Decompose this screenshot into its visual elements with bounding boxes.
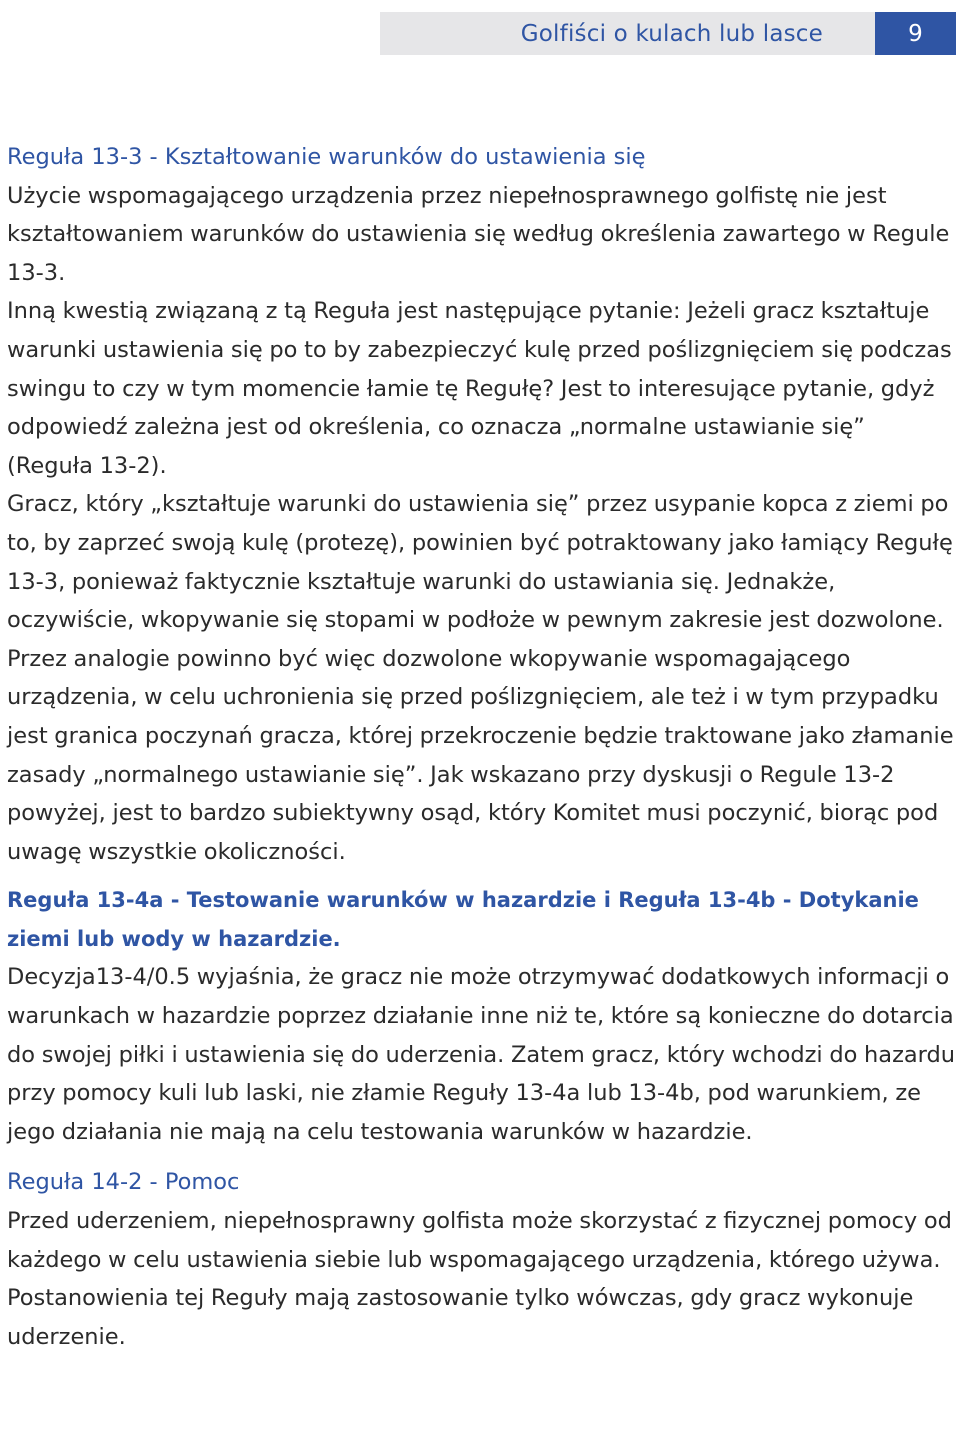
paragraph: Przed uderzeniem, niepełnosprawny golfista może skorzystać z fizycznej pomocy od każdego w celu ustawienia siebie lub wspomagającego urządzenia, którego używa. Postanowienia tej Reguły mają zastosowanie tylko wówczas, gdy gracz wykonuje uderzenie. <box>7 1208 952 1350</box>
page-number-box <box>875 12 956 55</box>
section-rule-13-3 <box>7 138 957 871</box>
paragraph: Gracz, który „kształtuje warunki do ustawienia się” przez usypanie kopca z ziemi po to, by zaprzeć swoją kulę (protezę), powinien być potraktowany jako łamiący Regułę 13-3, ponieważ faktycznie kształtuje warunki do ustawiania się. Jednakże, oczywiście, wkopywanie się stopami w podłoże w pewnym zakresie jest dozwolone. Przez analogie powinno być więc dozwolone wkopywanie wspomagającego urządzenia, w celu uchronienia się przed poślizgnięciem, ale też i w tym przypadku jest granica poczynań gracza, której przekroczenie będzie traktowane jako złamanie zasady „normalnego ustawianie się”. Jak wskazano przy dyskusji o Regule 13-2 powyżej, jest to bardzo subiektywny osąd, który Komitet musi poczynić, biorąc pod uwagę wszystkie okoliczności. <box>7 491 954 865</box>
running-title: Golfiści o kulach lub lasce <box>520 20 823 47</box>
paragraph: Inną kwestią związaną z tą Reguła jest następujące pytanie: Jeżeli gracz kształtuje warunki ustawienia się po to by zabezpieczyć kulę przed poślizgnięciem się podczas swingu to czy w tym momencie łamie tę Regułę? Jest to interesujące pytanie, gdyż odpowiedź zależna jest od określenia, co oznacza „normalne ustawianie się” (Reguła 13-2). <box>7 298 952 479</box>
page-number: 9 <box>908 20 923 47</box>
section-heading: Reguła 13-4a - Testowanie warunków w hazardzie i Reguła 13-4b - Dotykanie ziemi lub wody w hazardzie. <box>7 888 919 951</box>
page-header <box>380 12 956 55</box>
section-rule-13-4 <box>7 881 957 1151</box>
header-title-box <box>380 12 875 55</box>
document-body <box>7 138 957 1356</box>
section-rule-14-2 <box>7 1163 957 1356</box>
paragraph: Użycie wspomagającego urządzenia przez niepełnosprawnego golfistę nie jest kształtowaniem warunków do ustawienia się według określenia zawartego w Regule 13-3. <box>7 182 950 286</box>
section-heading: Reguła 14-2 - Pomoc <box>7 1169 240 1196</box>
paragraph: Decyzja13-4/0.5 wyjaśnia, że gracz nie może otrzymywać dodatkowych informacji o warunkach w hazardzie poprzez działanie inne niż te, które są konieczne do dotarcia do swojej piłki i ustawienia się do uderzenia. Zatem gracz, który wchodzi do hazardu przy pomocy kuli lub laski, nie złamie Reguły 13-4a lub 13-4b, pod warunkiem, ze jego działania nie mają na celu testowania warunków w hazardzie. <box>7 964 956 1145</box>
section-heading: Reguła 13-3 - Kształtowanie warunków do ustawienia się <box>7 144 646 170</box>
